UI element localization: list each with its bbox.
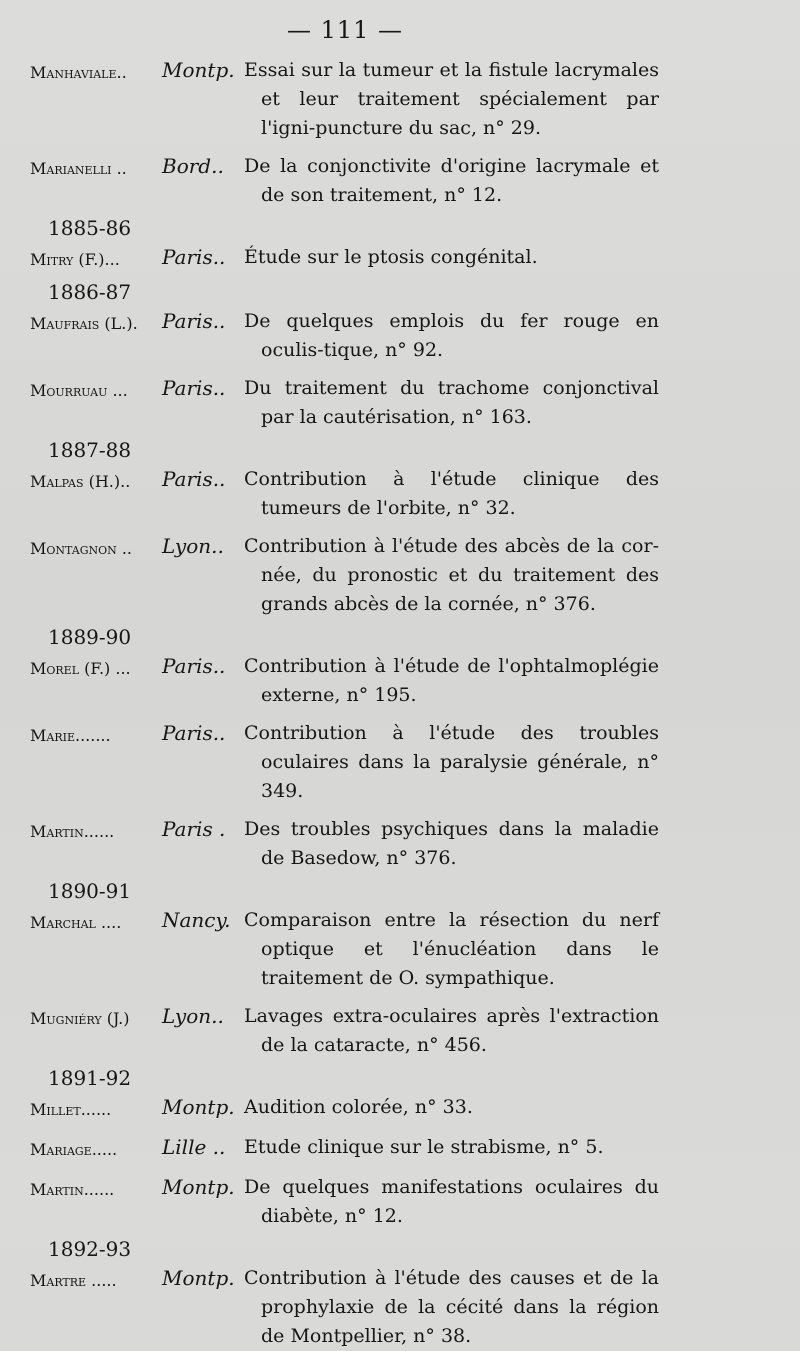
author-name: Marie.......: [30, 726, 111, 745]
thesis-entry: [30, 815, 770, 873]
faculty-city: Paris..: [162, 721, 226, 745]
author-name: Manhaviale..: [30, 63, 127, 82]
thesis-title: Contribution à l'étude des causes et de la prophylaxie de la cécité dans la région de Montpellier, n° 38.: [244, 1267, 659, 1347]
thesis-entry: [30, 465, 770, 523]
page-number: — 111 —: [286, 16, 404, 44]
author-name: Mariage.....: [30, 1140, 118, 1159]
thesis-title: Contribution à l'étude des abcès de la cor-née, du pronostic et du traitement des grands abcès de la cornée, n° 376.: [244, 535, 659, 615]
year-heading: 1890-91: [48, 879, 132, 903]
year-heading: 1892-93: [48, 1237, 132, 1261]
author-name: Martin......: [30, 1180, 115, 1199]
faculty-city: Lyon..: [162, 1004, 224, 1028]
faculty-city: Montp.: [162, 1266, 235, 1290]
thesis-entry: [30, 1002, 770, 1060]
year-heading: 1889-90: [48, 625, 132, 649]
thesis-title: Du traitement du trachome conjonctival par la cautérisation, n° 163.: [244, 377, 659, 428]
author-name: Martin......: [30, 822, 115, 841]
thesis-title: De quelques manifestations oculaires du diabète, n° 12.: [244, 1176, 659, 1227]
faculty-city: Paris .: [162, 817, 226, 841]
faculty-city: Paris..: [162, 309, 226, 333]
author-name: Millet......: [30, 1100, 112, 1119]
faculty-city: Paris..: [162, 376, 226, 400]
thesis-entry: [30, 1093, 770, 1124]
thesis-title: Contribution à l'étude des troubles oculaires dans la paralysie générale, n° 349.: [244, 722, 659, 802]
thesis-entry: [30, 1173, 770, 1231]
author-name: Marchal ....: [30, 913, 122, 932]
faculty-city: Paris..: [162, 654, 226, 678]
thesis-entry: [30, 652, 770, 710]
thesis-entry: [30, 374, 770, 432]
thesis-title: Audition colorée, n° 33.: [244, 1096, 473, 1118]
author-name: Malpas (H.)..: [30, 472, 131, 491]
faculty-city: Lille ..: [162, 1135, 226, 1159]
year-heading: 1885-86: [48, 216, 132, 240]
author-name: Marianelli ..: [30, 159, 127, 178]
author-name: Mugniéry (J.): [30, 1009, 130, 1028]
year-heading: 1891-92: [48, 1066, 132, 1090]
author-name: Mourruau ...: [30, 381, 128, 400]
faculty-city: Montp.: [162, 1175, 235, 1199]
faculty-city: Lyon..: [162, 534, 224, 558]
author-name: Martre .....: [30, 1271, 117, 1290]
thesis-title: Comparaison entre la résection du nerf optique et l'énucléation dans le traitement de O. sympathique.: [244, 909, 659, 989]
thesis-entry: [30, 1133, 770, 1164]
thesis-entry: [30, 56, 770, 143]
faculty-city: Bord..: [162, 154, 224, 178]
thesis-entry: [30, 243, 770, 274]
thesis-title: Des troubles psychiques dans la maladie de Basedow, n° 376.: [244, 818, 659, 869]
thesis-entry: [30, 906, 770, 993]
thesis-title: De la conjonctivite d'origine lacrymale et de son traitement, n° 12.: [244, 155, 659, 206]
thesis-entry: [30, 532, 770, 619]
thesis-entry: [30, 152, 770, 210]
faculty-city: Paris..: [162, 467, 226, 491]
author-name: Morel (F.) ...: [30, 659, 131, 678]
year-heading: 1886-87: [48, 280, 132, 304]
thesis-title: De quelques emplois du fer rouge en oculis-tique, n° 92.: [244, 310, 659, 361]
faculty-city: Nancy.: [162, 908, 231, 932]
faculty-city: Montp.: [162, 1095, 235, 1119]
thesis-title: Contribution à l'étude clinique des tumeurs de l'orbite, n° 32.: [244, 468, 659, 519]
thesis-title: Lavages extra-oculaires après l'extraction de la cataracte, n° 456.: [244, 1005, 659, 1056]
year-heading: 1887-88: [48, 438, 132, 462]
author-name: Montagnon ..: [30, 539, 133, 558]
thesis-title: Contribution à l'étude de l'ophtalmoplégie externe, n° 195.: [244, 655, 659, 706]
author-name: Maufrais (L.).: [30, 314, 138, 333]
author-name: Mitry (F.)...: [30, 250, 120, 269]
thesis-title: Étude sur le ptosis congénital.: [244, 246, 538, 268]
faculty-city: Paris..: [162, 245, 226, 269]
thesis-title: Etude clinique sur le strabisme, n° 5.: [244, 1136, 604, 1158]
thesis-list: [30, 56, 770, 1351]
thesis-entry: [30, 307, 770, 365]
thesis-entry: [30, 719, 770, 806]
thesis-title: Essai sur la tumeur et la fistule lacrymales et leur traitement spécialement par l'igni-puncture du sac, n° 29.: [244, 59, 659, 139]
thesis-entry: [30, 1264, 770, 1351]
faculty-city: Montp.: [162, 58, 235, 82]
